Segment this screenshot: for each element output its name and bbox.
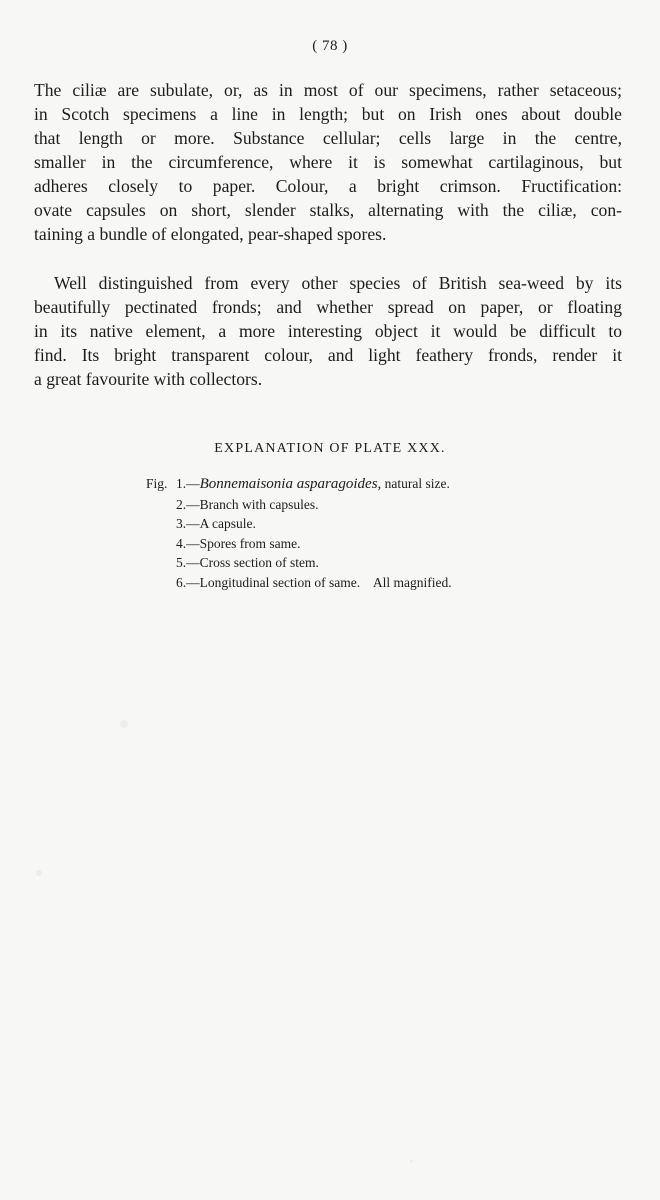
figure-caption: natural size. xyxy=(381,476,450,491)
figure-list xyxy=(146,474,566,592)
plate-heading: EXPLANATION OF PLATE XXX. xyxy=(214,441,446,456)
figure-caption: Branch with capsules. xyxy=(199,496,319,512)
paragraph-remarks xyxy=(34,271,622,391)
text-line: find. Its bright transparent colour, and light feathery fronds, render it xyxy=(34,345,622,365)
text-line: a great favourite with collectors. xyxy=(34,369,263,389)
figure-caption: Longitudinal section of same. All magnified. xyxy=(199,574,452,590)
figure-number: 4.— xyxy=(176,535,200,551)
paper-stain xyxy=(120,720,128,728)
text-line: The ciliæ are subulate, or, as in most of our specimens, rather setaceous; xyxy=(34,80,622,100)
text-line: smaller in the circumference, where it is somewhat cartilaginous, but xyxy=(34,152,622,172)
figure-caption: Cross section of stem. xyxy=(199,555,319,570)
figure-number: 5.— xyxy=(176,555,200,570)
paragraph-description xyxy=(34,78,622,246)
figure-number: 3.— xyxy=(176,516,200,531)
figure-item xyxy=(146,553,566,573)
text-line: ovate capsules on short, slender stalks, alternating with the ciliæ, con- xyxy=(34,200,622,220)
text-line: beautifully pectinated fronds; and whether spread on paper, or floating xyxy=(34,297,622,317)
species-name: Bonnemaisonia asparagoides, xyxy=(199,476,382,492)
page-number: ( 78 ) xyxy=(312,38,348,54)
text-line: that length or more. Substance cellular; cells large in the centre, xyxy=(34,128,622,148)
figure-item xyxy=(146,495,566,515)
text-line: Well distinguished from every other species of British sea-weed by its xyxy=(54,273,622,293)
figure-item xyxy=(146,474,566,495)
figure-item xyxy=(146,534,566,554)
fig-label: Fig. xyxy=(146,476,168,491)
figure-item xyxy=(146,573,566,593)
figure-caption: A capsule. xyxy=(199,516,256,531)
paper-stain xyxy=(36,870,42,876)
text-line: adheres closely to paper. Colour, a bright crimson. Fructification: xyxy=(34,176,622,196)
figure-number: 2.— xyxy=(176,496,200,512)
text-line: in its native element, a more interesting object it would be difficult to xyxy=(34,321,622,341)
figure-number: 6.— xyxy=(176,574,200,590)
text-line: in Scotch specimens a line in length; but on Irish ones about double xyxy=(34,104,622,124)
figure-caption: Spores from same. xyxy=(199,535,301,551)
figure-number: 1.— xyxy=(176,476,200,491)
figure-item xyxy=(146,514,566,534)
text-line: taining a bundle of elongated, pear-shaped spores. xyxy=(34,224,387,244)
paper-stain xyxy=(410,1160,413,1163)
